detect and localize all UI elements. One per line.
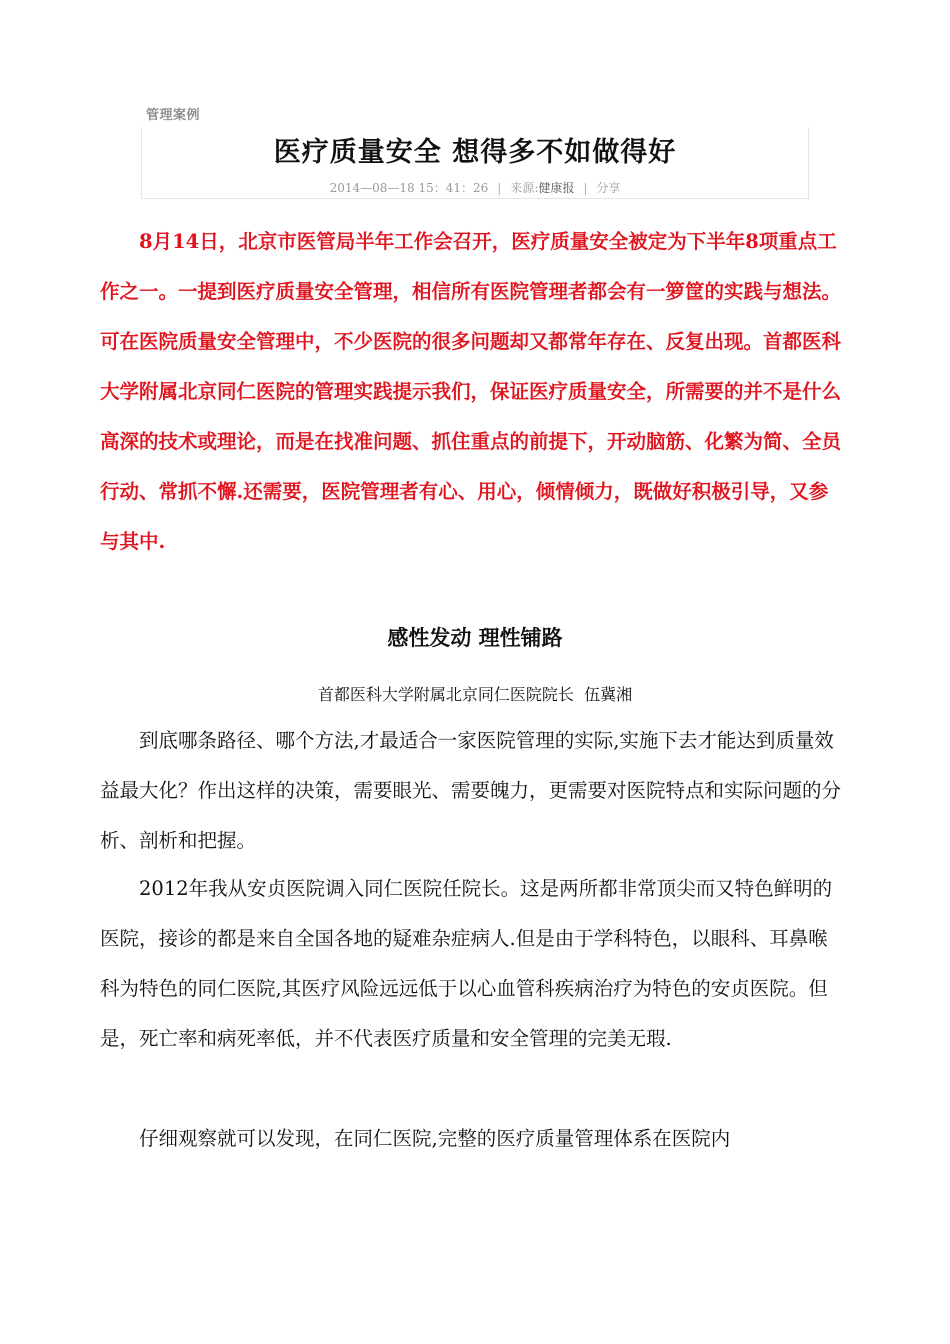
lead-paragraph: 8月14日，北京市医管局半年工作会召开，医疗质量安全被定为下半年8项重点工作之一。一提到医疗质量安全管理，相信所有医院管理者都会有一箩筐的实践与想法。可在医院质量安全管理中，不少医院的很多问题却又都常年存在、反复出现。首都医科大学附属北京同仁医院的管理实践提示我们，保证医疗质量安全，所需要的并不是什么高深的技术或理论，而是在找准问题、抓住重点的前提下，开动脑筋、化繁为简、全员行动、常抓不懈.还需要，医院管理者有心、用心，倾情倾力，既做好积极引导，又参与其中. xyxy=(100,230,842,553)
meta-separator: | xyxy=(497,181,502,195)
article-header xyxy=(141,127,809,199)
body-paragraph: 2012年我从安贞医院调入同仁医院任院长。这是两所都非常顶尖而又特色鲜明的医院，接诊的都是来自全国各地的疑难杂症病人.但是由于学科特色，以眼科、耳鼻喉科为特色的同仁医院,其医疗风险远远低于以心血管科疾病治疗为特色的安贞医院。但是，死亡率和病死率低，并不代表医疗质量和安全管理的完美无瑕. xyxy=(100,877,833,1050)
source-name[interactable]: 健康报 xyxy=(538,181,575,195)
publish-datetime: 2014—08—18 15：41：26 xyxy=(329,181,489,195)
share-link[interactable]: 分享 xyxy=(596,181,621,195)
article-title: 医疗质量安全 想得多不如做得好 xyxy=(273,137,677,168)
article-meta xyxy=(142,179,808,196)
author-line: 首都医科大学附属北京同仁医院院长 伍冀湘 xyxy=(317,685,633,704)
section-title: 感性发动 理性铺路 xyxy=(387,626,563,650)
article-category: 管理案例 xyxy=(146,108,201,123)
body-paragraph: 仔细观察就可以发现，在同仁医院,完整的医疗质量管理体系在医院内 xyxy=(139,1127,731,1150)
meta-separator: | xyxy=(583,181,588,195)
source-label: 来源: xyxy=(510,181,539,195)
body-paragraph: 到底哪条路径、哪个方法,才最适合一家医院管理的实际,实施下去才能达到质量效益最大化？作出这样的决策，需要眼光、需要魄力，更需要对医院特点和实际问题的分析、剖析和把握。 xyxy=(100,729,842,852)
